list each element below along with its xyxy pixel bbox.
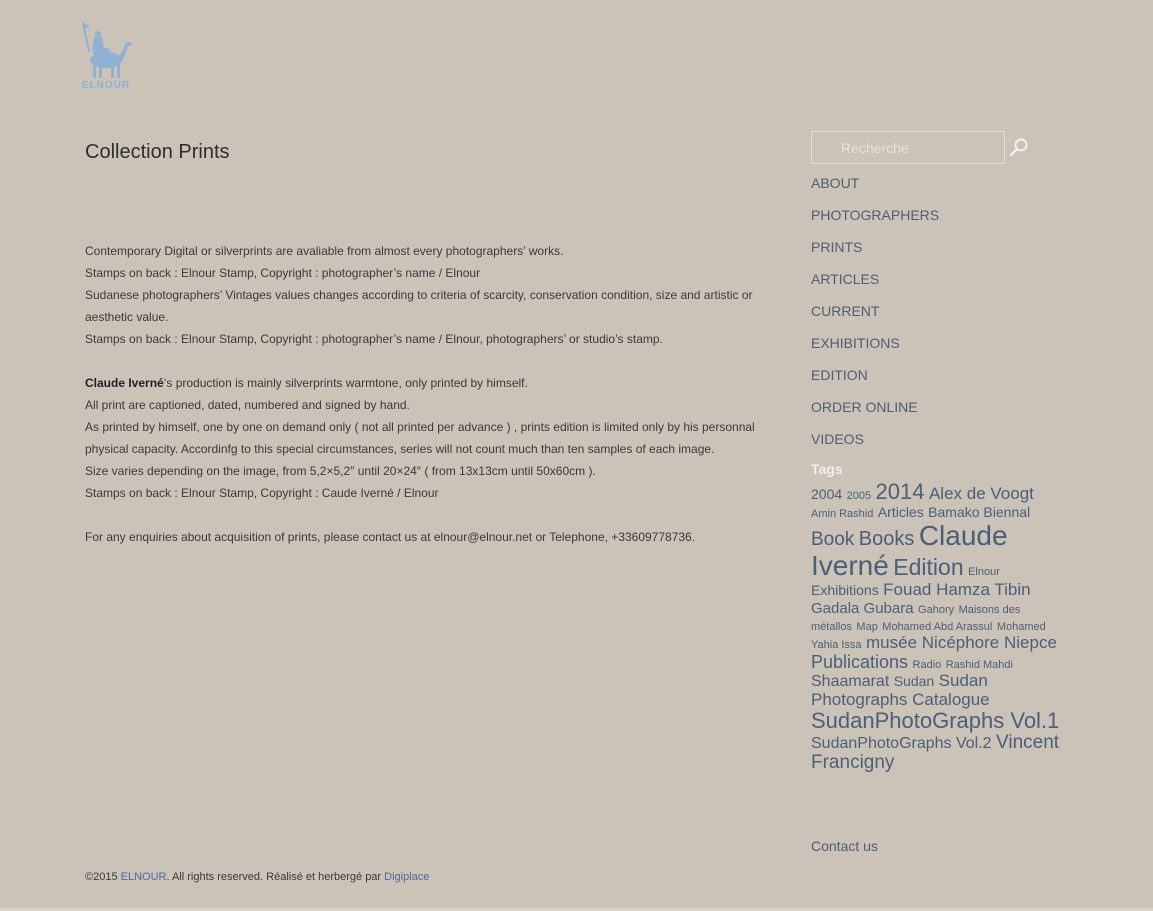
tag-link[interactable]: 2004 — [811, 486, 843, 502]
claude-intro: ‘s production is mainly silverprints warmtone, only printed by himself. — [163, 376, 528, 390]
tag-link[interactable]: Map — [856, 621, 878, 634]
nav-item-order-online[interactable]: ORDER ONLINE — [811, 399, 918, 415]
search-button[interactable] — [1008, 136, 1030, 158]
tag-link[interactable]: Book — [811, 529, 855, 551]
paragraph: Size varies depending on the image, from 5,2×5,2″ until 20×24″ ( from 13x13cm until 50x60cm ). — [85, 464, 596, 478]
tag-link[interactable]: Maisons des métallos — [811, 603, 1021, 634]
footer-brand-link[interactable]: ELNOUR — [120, 871, 167, 883]
tag-link[interactable]: Radio — [912, 658, 942, 671]
tag-link[interactable]: Gahory — [918, 603, 955, 616]
tag-link[interactable]: Shaamarat — [811, 673, 890, 691]
search-input[interactable] — [812, 132, 1004, 163]
tag-link[interactable]: Publications — [811, 651, 909, 672]
tag-cloud — [811, 480, 1061, 774]
paragraph: Stamps on back : Elnour Stamp, Copyright : photographer’s name / Elnour, photographers’ or studio’s stamp. — [85, 332, 663, 346]
tag-link[interactable]: Mohamed Yahia Issa — [811, 621, 1046, 652]
paragraph: Stamps on back : Elnour Stamp, Copyright : Caude Iverné / Elnour — [85, 486, 439, 500]
nav-item-exhibitions[interactable]: EXHIBITIONS — [811, 335, 900, 351]
tag-link[interactable]: Sudan — [893, 673, 935, 690]
tag-link[interactable]: Exhibitions — [811, 582, 879, 599]
tag-link[interactable]: Bamako Biennal — [928, 503, 1031, 520]
logo-text: ELNOUR — [81, 80, 131, 91]
nav-item-photographers[interactable]: PHOTOGRAPHERS — [811, 207, 940, 223]
search-box — [811, 131, 1005, 164]
tag-link[interactable]: Amin Rashid — [811, 507, 874, 520]
tag-link[interactable]: Edition — [893, 554, 964, 581]
contact-us-link[interactable]: Contact us — [811, 838, 878, 854]
paragraph: As printed by himself, one by one on demand only ( not all printed per advance ) , prints edition is limited only by his personnal physical capacity. Accordinfg to this special circumstances, series will not count much than ten samples of each image. — [85, 420, 755, 456]
tag-link[interactable]: Alex de Voogt — [928, 484, 1034, 503]
tag-link[interactable]: SudanPhotoGraphs Vol.1 — [811, 707, 1060, 733]
footer-agency-link[interactable]: Digiplace — [384, 871, 430, 883]
nav-item-about[interactable]: ABOUT — [811, 175, 860, 191]
paragraph: Contemporary Digital or silverprints are avaliable from almost every photographers’ works. — [85, 244, 564, 258]
tag-link[interactable]: Gadala Gubara — [811, 599, 914, 617]
tag-link[interactable]: Sudan Photographs Catalogue — [811, 671, 990, 709]
search-icon — [1008, 136, 1030, 158]
tag-link[interactable]: SudanPhotoGraphs Vol.2 — [811, 734, 992, 752]
tag-link[interactable]: 2014 — [875, 479, 925, 504]
enquiry-paragraph: For any enquiries about acquisition of prints, please contact us at elnour@elnour.net or Telephone, +33609778736. — [85, 530, 696, 544]
tag-link[interactable]: Vincent Francigny — [811, 731, 1060, 774]
nav-item-videos[interactable]: VIDEOS — [811, 431, 864, 447]
footer-rights: . All rights reserved. Réalisé et herbergé par — [166, 871, 382, 883]
logo[interactable] — [78, 20, 134, 96]
tag-link[interactable]: Articles — [877, 503, 924, 520]
main-content — [85, 240, 775, 548]
paragraph: Sudanese photographers’ Vintages values changes according to criteria of scarcity, conservation condition, size and artistic or aesthetic value. — [85, 288, 753, 324]
paragraph: Stamps on back : Elnour Stamp, Copyright : photographer’s name / Elnour — [85, 266, 481, 280]
tag-link[interactable]: Mohamed Abd Arassul — [882, 621, 993, 634]
tags-title: Tags — [811, 461, 843, 477]
footer — [85, 871, 429, 883]
claude-name: Claude Iverné — [85, 376, 164, 390]
nav-item-prints[interactable]: PRINTS — [811, 239, 863, 255]
nav-item-current[interactable]: CURRENT — [811, 303, 880, 319]
tag-link[interactable]: musée Nicéphore Niepce — [866, 633, 1057, 653]
tag-link[interactable]: Fouad Hamza Tibin — [883, 580, 1031, 600]
nav-item-articles[interactable]: ARTICLES — [811, 271, 880, 287]
paragraph — [85, 372, 775, 394]
paragraph: All print are captioned, dated, numbered and signed by hand. — [85, 398, 410, 412]
tag-link[interactable]: Elnour — [968, 566, 1000, 579]
sidebar-nav — [811, 173, 939, 461]
tag-link[interactable]: Rashid Mahdi — [945, 658, 1013, 671]
camel-rider-icon — [78, 20, 134, 80]
footer-copyright: ©2015 — [85, 871, 118, 883]
nav-item-edition[interactable]: EDITION — [811, 367, 868, 383]
tag-link[interactable]: Claude Iverné — [811, 520, 1008, 582]
page-title: Collection Prints — [85, 141, 230, 163]
tag-link[interactable]: Books — [858, 528, 915, 551]
tag-link[interactable]: 2005 — [846, 490, 872, 502]
